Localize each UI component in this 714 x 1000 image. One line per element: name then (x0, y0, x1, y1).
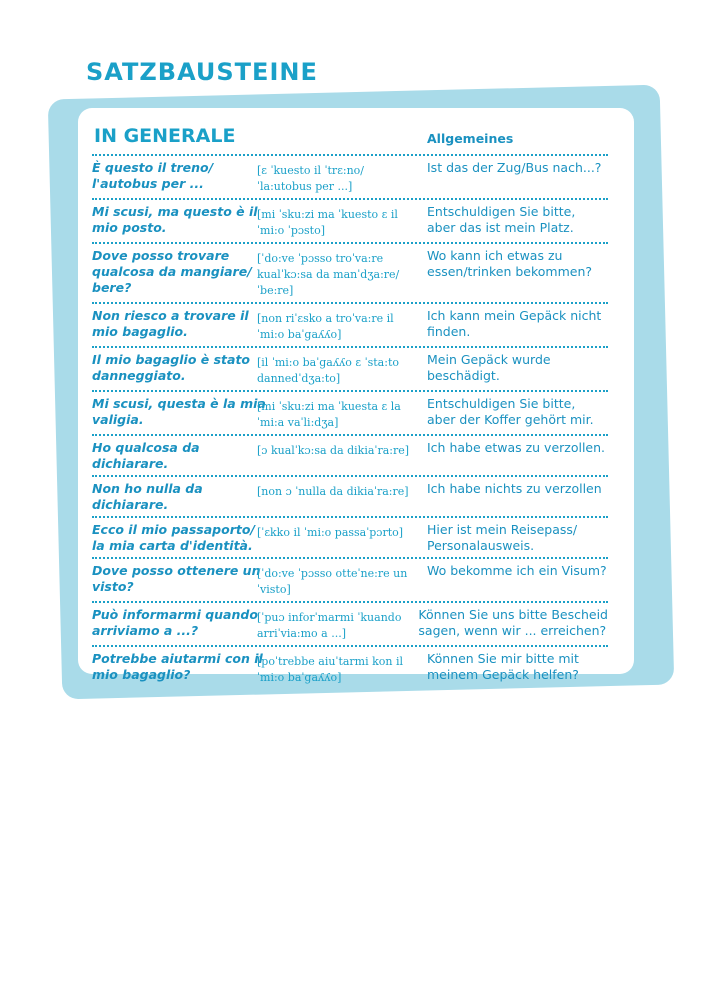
pronunciation-line: ˈbe:re] (257, 284, 294, 297)
italian-phrase-line: Il mio bagaglio è stato (92, 352, 251, 367)
italian-phrase-line: mio posto. (92, 220, 167, 235)
pronunciation (257, 396, 427, 431)
pronunciation (257, 308, 427, 343)
german-translation-line: Ist das der Zug/Bus nach...? (427, 160, 602, 175)
italian-phrase-line: Ho qualcosa da (92, 440, 200, 455)
italian-phrase-line: dichiarare. (92, 497, 169, 512)
italian-phrase (92, 563, 261, 598)
german-translation (427, 248, 608, 299)
german-translation (427, 522, 608, 554)
italian-phrase-line: Può informarmi quando (92, 607, 258, 622)
pronunciation-line: arriˈvia:mo a ...] (257, 627, 346, 640)
italian-phrase (92, 204, 257, 239)
table-row (92, 302, 608, 346)
italian-phrase-line: Non riesco a trovare il (92, 308, 249, 323)
table-row (92, 516, 608, 557)
italian-phrase-line: bere? (92, 280, 132, 295)
pronunciation-line: [poˈtrebbe aiuˈtarmi kon il (257, 655, 404, 668)
italian-phrase-line: Mi scusi, questa è la mia (92, 396, 266, 411)
pronunciation (257, 204, 427, 239)
german-translation (427, 308, 608, 343)
italian-phrase-line: Dove posso ottenere un (92, 563, 261, 578)
pronunciation-line: [ˈɛkko il ˈmi:o passaˈpɔrto] (257, 526, 404, 539)
german-translation-line: Wo kann ich etwas zu (427, 248, 563, 263)
german-translation (427, 204, 608, 239)
german-translation-line: Personalausweis. (427, 538, 535, 553)
pronunciation-line: [ˈdo:ve ˈpɔsso otteˈne:re un (257, 567, 408, 580)
pronunciation (257, 522, 427, 554)
pronunciation-line: [ɛ ˈkuesto il ˈtrɛ:no/ (257, 164, 365, 177)
pronunciation (257, 563, 427, 598)
italian-phrase (92, 396, 266, 431)
german-translation-line: beschädigt. (427, 368, 500, 383)
table-row (92, 390, 608, 434)
section-title: IN GENERALE (94, 125, 236, 147)
pronunciation (257, 440, 427, 472)
german-translation-line: Mein Gepäck wurde (427, 352, 551, 367)
italian-phrase (92, 651, 263, 686)
german-translation-line: Entschuldigen Sie bitte, (427, 396, 576, 411)
german-translation (418, 607, 608, 642)
pronunciation-line: [ˈpuɔ inforˈmarmi ˈkuando (257, 611, 402, 624)
italian-phrase-line: valigia. (92, 412, 144, 427)
german-translation-line: Ich habe etwas zu verzollen. (427, 440, 606, 455)
italian-phrase (92, 440, 257, 472)
german-translation (427, 352, 608, 387)
pronunciation-line: [non ɔ ˈnulla da dikiaˈra:re] (257, 485, 409, 498)
italian-phrase-line: Dove posso trovare (92, 248, 230, 263)
table-row (92, 601, 608, 645)
table-row (92, 434, 608, 475)
german-translation (427, 396, 608, 431)
german-translation-line: meinem Gepäck helfen? (427, 667, 579, 682)
italian-phrase-line: la mia carta d'identità. (92, 538, 253, 553)
section-subtitle: Allgemeines (427, 131, 514, 146)
pronunciation-line: dannedˈdʒa:to] (257, 372, 341, 385)
italian-phrase (92, 160, 257, 195)
italian-phrase-line: Ecco il mio passaporto/ (92, 522, 255, 537)
table-row (92, 242, 608, 302)
italian-phrase-line: arriviamo a ...? (92, 623, 199, 638)
pronunciation-line: [il ˈmi:o baˈgaʎʎo ɛ ˈsta:to (257, 356, 399, 369)
italian-phrase (92, 481, 257, 513)
page-title: SATZBAUSTEINE (86, 58, 318, 86)
german-translation-line: sagen, wenn wir ... erreichen? (418, 623, 607, 638)
pronunciation-line: ˈla:utobus per ...] (257, 180, 353, 193)
italian-phrase-line: mio bagaglio. (92, 324, 188, 339)
german-translation (427, 481, 608, 513)
pronunciation (257, 481, 427, 513)
italian-phrase-line: Potrebbe aiutarmi con il (92, 651, 263, 666)
italian-phrase-line: danneggiato. (92, 368, 186, 383)
pronunciation-line: ˈmi:o baˈgaʎʎo] (257, 671, 342, 684)
pronunciation (257, 651, 427, 686)
italian-phrase (92, 308, 257, 343)
german-translation-line: Können Sie uns bitte Bescheid (418, 607, 608, 622)
german-translation (427, 563, 608, 598)
phrase-card (78, 108, 634, 684)
italian-phrase (92, 352, 257, 387)
german-translation-line: essen/trinken bekommen? (427, 264, 593, 279)
pronunciation-line: ˈmi:o ˈpɔsto] (257, 224, 326, 237)
italian-phrase (92, 607, 257, 642)
italian-phrase-line: visto? (92, 579, 134, 594)
german-translation-line: aber der Koffer gehört mir. (427, 412, 594, 427)
pronunciation-line: [mi ˈsku:zi ma ˈkuesto ɛ il (257, 208, 398, 221)
table-row (92, 154, 608, 198)
pronunciation (257, 160, 427, 195)
table-row (92, 557, 608, 601)
german-translation (427, 651, 608, 686)
table-row (92, 346, 608, 390)
italian-phrase (92, 522, 257, 554)
german-translation-line: Hier ist mein Reisepass/ (427, 522, 578, 537)
german-translation-line: Können Sie mir bitte mit (427, 651, 579, 666)
italian-phrase-line: qualcosa da mangiare/ (92, 264, 252, 279)
table-row (92, 198, 608, 242)
table-row (92, 645, 608, 689)
german-translation (427, 160, 608, 195)
phrase-table (92, 154, 608, 689)
pronunciation-line: ˈvisto] (257, 583, 291, 596)
german-translation-line: Ich habe nichts zu verzollen (427, 481, 602, 496)
table-row (92, 475, 608, 516)
italian-phrase-line: Non ho nulla da (92, 481, 203, 496)
german-translation-line: Entschuldigen Sie bitte, (427, 204, 576, 219)
german-translation-line: finden. (427, 324, 471, 339)
pronunciation-line: ˈmi:a vaˈli:dʒa] (257, 416, 339, 429)
italian-phrase-line: È questo il treno/ (92, 160, 214, 175)
pronunciation-line: kualˈkɔ:sa da manˈdʒa:re/ (257, 268, 400, 281)
german-translation-line: Ich kann mein Gepäck nicht (427, 308, 602, 323)
pronunciation (257, 248, 427, 299)
pronunciation (257, 607, 418, 642)
pronunciation-line: [ˈdo:ve ˈpɔsso troˈva:re (257, 252, 384, 265)
italian-phrase-line: mio bagaglio? (92, 667, 191, 682)
italian-phrase (92, 248, 257, 299)
german-translation (427, 440, 608, 472)
pronunciation-line: [ɔ kualˈkɔ:sa da dikiaˈra:re] (257, 444, 410, 457)
pronunciation-line: ˈmi:o baˈgaʎʎo] (257, 328, 342, 341)
pronunciation (257, 352, 427, 387)
german-translation-line: aber das ist mein Platz. (427, 220, 574, 235)
italian-phrase-line: dichiarare. (92, 456, 169, 471)
italian-phrase-line: l'autobus per ... (92, 176, 204, 191)
italian-phrase-line: Mi scusi, ma questo è il (92, 204, 258, 219)
german-translation-line: Wo bekomme ich ein Visum? (427, 563, 607, 578)
pronunciation-line: [non riˈɛsko a troˈva:re il (257, 312, 394, 325)
pronunciation-line: [mi ˈsku:zi ma ˈkuesta ɛ la (257, 400, 401, 413)
